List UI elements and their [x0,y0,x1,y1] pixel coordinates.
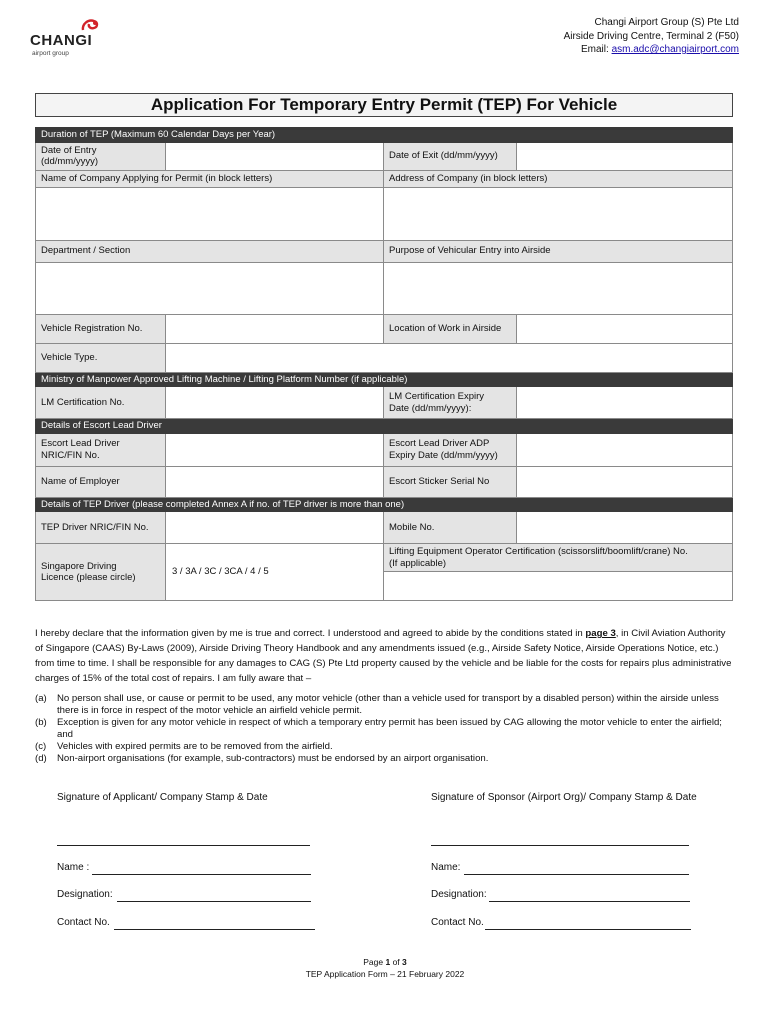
condition-mark: (d) [35,753,47,764]
mobile-label: Mobile No. [384,512,517,544]
email-label: Email: [580,44,609,55]
section-escort [36,419,733,434]
section-lifting [36,372,733,387]
declaration-part1: I hereby declare that the information given by me is true and correct. I understood and agreed to abide by the conditions stated in [35,628,586,639]
escort-nric-field[interactable] [166,433,384,466]
lifting-op-field[interactable] [384,572,733,601]
company-name-field[interactable] [36,187,384,240]
page-number [0,956,770,968]
contact-right-line[interactable] [485,929,691,930]
company-address-label: Address of Company (in block letters) [384,170,733,187]
escort-nric-label: Escort Lead Driver NRIC/FIN No. [36,433,166,466]
condition-item [35,753,732,765]
designation-left-line[interactable] [117,901,311,902]
section-tep-driver-label: Details of TEP Driver (please completed Annex A if no. of TEP driver is more than one) [36,497,733,512]
date-exit-field[interactable] [517,142,733,170]
licence-label: Singapore Driving Licence (please circle) [36,544,166,601]
applicant-signature-line[interactable] [57,845,310,846]
name-left-label: Name : [57,862,90,873]
designation-right-line[interactable] [489,901,690,902]
org-header [564,16,739,57]
mobile-field[interactable] [517,512,733,544]
condition-text: Vehicles with expired permits are to be removed from the airfield. [57,741,333,752]
page-title: Application For Temporary Entry Permit (TEP) For Vehicle [150,95,618,114]
sponsor-signature-line[interactable] [431,845,689,846]
section-escort-label: Details of Escort Lead Driver [36,419,733,434]
org-email-line [564,43,739,57]
declaration-part2: , in Civil Aviation Authority of Singapore (CAAS) By-Laws (2009), Airside Driving Theory Handbook and any amendments issued (e.g., Airside Safety Notice, Airside Operations Notice, etc.) from time to time. I shall be responsible for any damages to CAG (S) Pte Ltd property caused by the vehicle and be liable for the costs for repairs plus administrative charges of 15% of the total cost of repairs. I am fully aware that – [35,628,732,684]
escort-adp-field[interactable] [517,433,733,466]
condition-item [35,693,732,717]
section-duration [36,128,733,143]
date-exit-label: Date of Exit (dd/mm/yyyy) [384,142,517,170]
declaration [35,626,732,686]
designation-right-label: Designation: [431,889,487,900]
lm-expiry-field[interactable] [517,387,733,419]
contact-left-line[interactable] [114,929,315,930]
department-label: Department / Section [36,240,384,262]
name-left-line[interactable] [92,874,311,875]
logo-subtitle: airport group [32,50,69,57]
condition-item [35,717,732,741]
org-name: Changi Airport Group (S) Pte Ltd [594,17,739,28]
sticker-field[interactable] [517,466,733,497]
changi-logo [30,18,110,66]
sticker-label: Escort Sticker Serial No [384,466,517,497]
section-lifting-label: Ministry of Manpower Approved Lifting Machine / Lifting Platform Number (if applicable) [36,372,733,387]
tep-nric-label: TEP Driver NRIC/FIN No. [36,512,166,544]
employer-field[interactable] [166,466,384,497]
contact-left-label: Contact No. [57,917,110,928]
form-reference: TEP Application Form – 21 February 2022 [305,969,465,979]
condition-item [35,741,732,753]
department-field[interactable] [36,262,384,314]
vehicle-reg-label: Vehicle Registration No. [36,314,166,343]
company-name-label: Name of Company Applying for Permit (in block letters) [36,170,384,187]
vehicle-reg-field[interactable] [166,314,384,343]
applicant-signature-label: Signature of Applicant/ Company Stamp & Date [57,792,268,803]
condition-mark: (c) [35,741,47,752]
condition-text: Non-airport organisations (for example, sub-contractors) must be endorsed by an airport organisation. [57,753,489,764]
location-label: Location of Work in Airside [384,314,517,343]
designation-left-label: Designation: [57,889,113,900]
logo-brand: CHANGI [30,32,93,49]
page-current: 1 [385,957,391,967]
sponsor-signature-label: Signature of Sponsor (Airport Org)/ Company Stamp & Date [431,792,697,803]
lifting-op-label: Lifting Equipment Operator Certification (scissorslift/boomlift/crane) No. (If applicable) [384,544,733,572]
tep-form-table [35,127,733,601]
name-right-label: Name: [431,862,461,873]
lm-expiry-label: LM Certification Expiry Date (dd/mm/yyyy): [384,387,517,419]
purpose-field[interactable] [384,262,733,314]
condition-mark: (a) [35,693,47,704]
lm-cert-field[interactable] [166,387,384,419]
date-entry-label: Date of Entry (dd/mm/yyyy) [36,142,166,170]
vehicle-type-field[interactable] [166,343,733,372]
purpose-label: Purpose of Vehicular Entry into Airside [384,240,733,262]
condition-text: No person shall use, or cause or permit to be used, any motor vehicle (other than a vehicle used for transport by a disabled person) within the airside unless there is in force in respect of the motor vehicle an airfield vehicle permit. [57,693,719,716]
tep-nric-field[interactable] [166,512,384,544]
email-link[interactable]: asm.adc@changiairport.com [611,44,739,55]
page-of: of [390,957,403,967]
condition-text: Exception is given for any motor vehicle in respect of which a temporary entry permit has been issued by CAG allowing the motor vehicle to enter the airfield; and [57,717,722,740]
date-entry-field[interactable] [166,142,384,170]
section-duration-label: Duration of TEP (Maximum 60 Calendar Days per Year) [36,128,733,143]
lm-cert-label: LM Certification No. [36,387,166,419]
company-address-field[interactable] [384,187,733,240]
location-field[interactable] [517,314,733,343]
vehicle-type-label: Vehicle Type. [36,343,166,372]
section-tep-driver [36,497,733,512]
page-total: 3 [402,957,407,967]
contact-right-label: Contact No. [431,917,484,928]
condition-mark: (b) [35,717,47,728]
employer-label: Name of Employer [36,466,166,497]
licence-classes[interactable]: 3 / 3A / 3C / 3CA / 4 / 5 [166,544,384,601]
org-address: Airside Driving Centre, Terminal 2 (F50) [563,30,739,42]
title-box [35,93,733,117]
page-prefix: Page [363,957,386,967]
conditions-list [35,693,732,765]
declaration-page-ref: page 3 [585,628,616,639]
name-right-line[interactable] [464,874,689,875]
escort-adp-label: Escort Lead Driver ADP Expiry Date (dd/mm/yyyy) [384,433,517,466]
page-footer [0,956,770,980]
